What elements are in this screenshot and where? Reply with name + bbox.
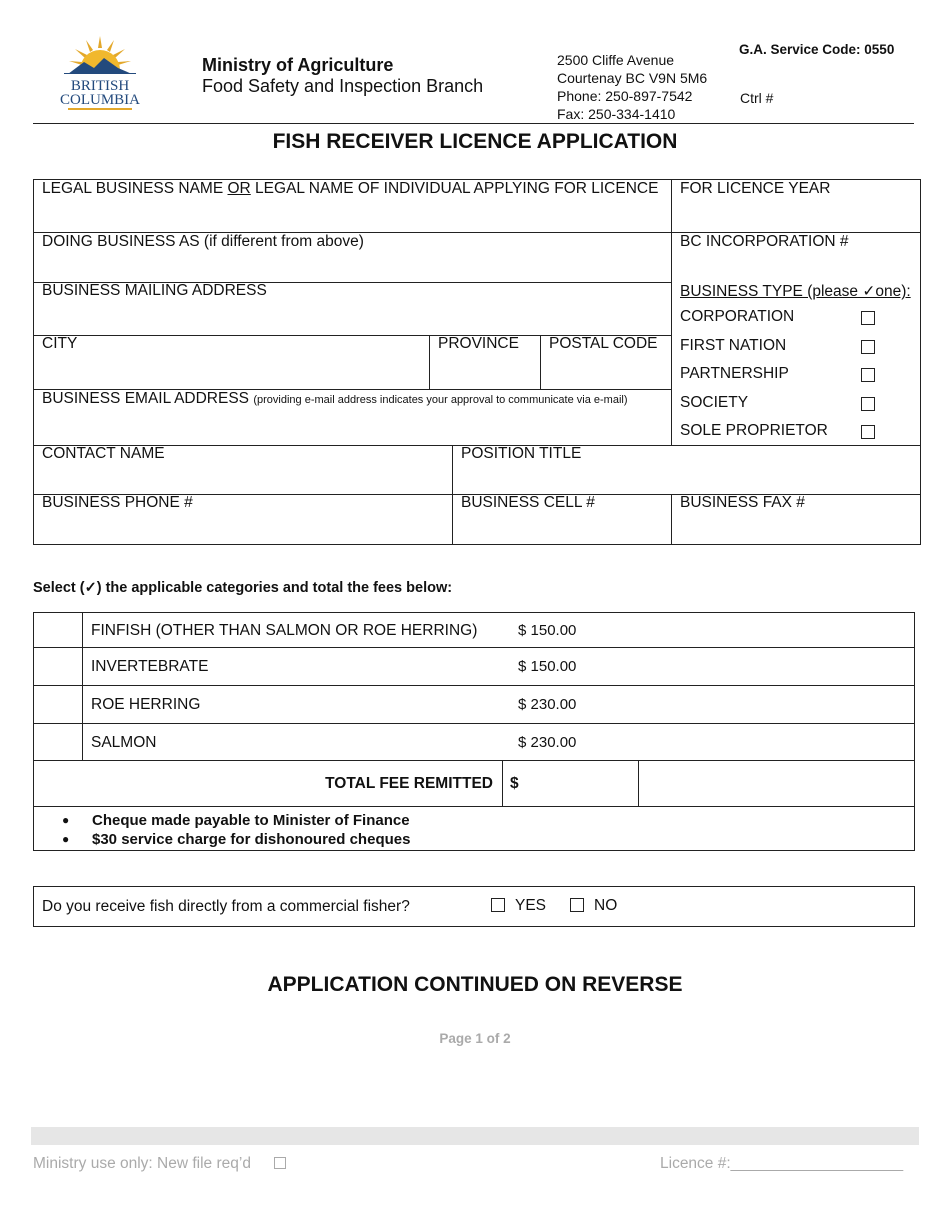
contact-name-field[interactable] (34, 445, 452, 494)
city-label: CITY (42, 335, 78, 352)
licence-number: Licence #:____________________ (660, 1155, 904, 1172)
province-field[interactable] (430, 335, 540, 389)
page-number: Page 1 of 2 (439, 1031, 511, 1046)
mailing-address-label: BUSINESS MAILING ADDRESS (42, 282, 267, 299)
address-line: Fax: 250-334-1410 (557, 106, 676, 122)
email-field[interactable] (34, 389, 671, 445)
position-title-field[interactable] (453, 445, 920, 494)
mailing-address-field[interactable] (34, 282, 671, 335)
fee-category: FINFISH (OTHER THAN SALMON OR ROE HERRING) (91, 622, 478, 639)
postal-code-label: POSTAL CODE (549, 335, 658, 352)
ministry-name: Ministry of Agriculture (202, 55, 394, 75)
corporation-checkbox[interactable] (861, 311, 875, 325)
total-fee-label: TOTAL FEE REMITTED (325, 775, 493, 792)
business-type-label: SOCIETY (680, 394, 749, 411)
logo-text-british: BRITISH (70, 78, 130, 94)
doing-business-as-label: DOING BUSINESS AS (if different from above) (42, 233, 364, 250)
business-type-first-nation (672, 337, 920, 355)
legal-name-label-or: OR (227, 180, 251, 197)
header-divider (33, 123, 914, 124)
ministry-address (557, 51, 707, 123)
fee-category: SALMON (91, 734, 157, 751)
business-phone-label: BUSINESS PHONE # (42, 494, 193, 511)
address-line: Courtenay BC V9N 5M6 (557, 70, 708, 86)
licence-year-field[interactable] (672, 179, 920, 232)
licence-year-label: FOR LICENCE YEAR (680, 180, 831, 197)
branch-name: Food Safety and Inspection Branch (202, 76, 484, 96)
email-label: BUSINESS EMAIL ADDRESS (42, 390, 250, 407)
society-checkbox[interactable] (861, 397, 875, 411)
business-type-partnership (672, 365, 920, 383)
business-type-sole-proprietor (672, 422, 920, 440)
position-title-label: POSITION TITLE (461, 445, 582, 462)
continued-notice: APPLICATION CONTINUED ON REVERSE (267, 973, 683, 996)
city-field[interactable] (34, 335, 429, 389)
postal-code-field[interactable] (541, 335, 671, 389)
logo-text-columbia: COLUMBIA (60, 92, 141, 108)
new-file-checkbox[interactable] (274, 1157, 286, 1169)
bc-incorporation-field[interactable] (672, 232, 920, 282)
fees-instruction: Select (✓) the applicable categories and total the fees below: (33, 580, 453, 596)
business-fax-label: BUSINESS FAX # (680, 494, 805, 511)
form-title: FISH RECEIVER LICENCE APPLICATION (272, 130, 678, 153)
no-checkbox[interactable] (570, 898, 584, 912)
question-text: Do you receive fish directly from a commercial fisher? (42, 898, 410, 915)
yes-checkbox[interactable] (491, 898, 505, 912)
bc-incorporation-label: BC INCORPORATION # (680, 233, 849, 250)
sun-icon (60, 30, 140, 74)
business-type-society (672, 394, 920, 412)
address-line: 2500 Cliffe Avenue (557, 52, 675, 68)
sole-proprietor-checkbox[interactable] (861, 425, 875, 439)
ctrl-number: Ctrl # (740, 90, 774, 106)
ministry-use-bar (31, 1127, 919, 1145)
fee-category: ROE HERRING (91, 696, 201, 713)
address-line: Phone: 250-897-7542 (557, 88, 693, 104)
fee-row[interactable] (34, 724, 914, 760)
fee-amount: $ 150.00 (518, 658, 577, 675)
fee-amount: $ 230.00 (518, 696, 577, 713)
fee-amount: $ 150.00 (518, 622, 577, 639)
business-cell-label: BUSINESS CELL # (461, 494, 595, 511)
no-label: NO (594, 897, 618, 914)
legal-name-label-a: LEGAL BUSINESS NAME (42, 180, 228, 197)
business-phone-field[interactable] (34, 494, 452, 544)
ministry-use-label: Ministry use only: New file req’d (33, 1155, 251, 1172)
business-type-label: SOLE PROPRIETOR (680, 422, 828, 439)
fee-row[interactable] (34, 648, 914, 685)
email-note: (providing e-mail address indicates your approval to communicate via e-mail) (253, 394, 628, 406)
business-type-corporation (672, 308, 920, 326)
legal-name-label-b: LEGAL NAME OF INDIVIDUAL APPLYING FOR LICENCE (250, 180, 659, 197)
business-type-heading: BUSINESS TYPE (please ✓one): (680, 283, 911, 300)
province-label: PROVINCE (438, 335, 519, 352)
bc-logo (60, 30, 141, 108)
fee-row[interactable] (34, 686, 914, 723)
payment-note: ● Cheque made payable to Minister of Finance (62, 812, 410, 829)
legal-name-field[interactable] (34, 179, 671, 232)
fee-category: INVERTEBRATE (91, 658, 209, 675)
business-type-label: CORPORATION (680, 308, 795, 325)
payment-notes (60, 811, 410, 849)
total-fee-input[interactable] (520, 762, 637, 805)
doing-business-as-field[interactable] (34, 232, 671, 282)
fee-amount: $ 230.00 (518, 734, 577, 751)
business-cell-field[interactable] (453, 494, 671, 544)
business-fax-field[interactable] (672, 494, 920, 544)
contact-name-label: CONTACT NAME (42, 445, 165, 462)
total-fee-currency: $ (510, 775, 519, 792)
yes-label: YES (515, 897, 547, 914)
partnership-checkbox[interactable] (861, 368, 875, 382)
payment-note: ● $30 service charge for dishonoured cheques (62, 831, 411, 848)
fee-row[interactable] (34, 613, 914, 647)
service-code: G.A. Service Code: 0550 (739, 42, 895, 57)
business-type-label: FIRST NATION (680, 337, 787, 354)
business-type-label: PARTNERSHIP (680, 365, 789, 382)
first-nation-checkbox[interactable] (861, 340, 875, 354)
